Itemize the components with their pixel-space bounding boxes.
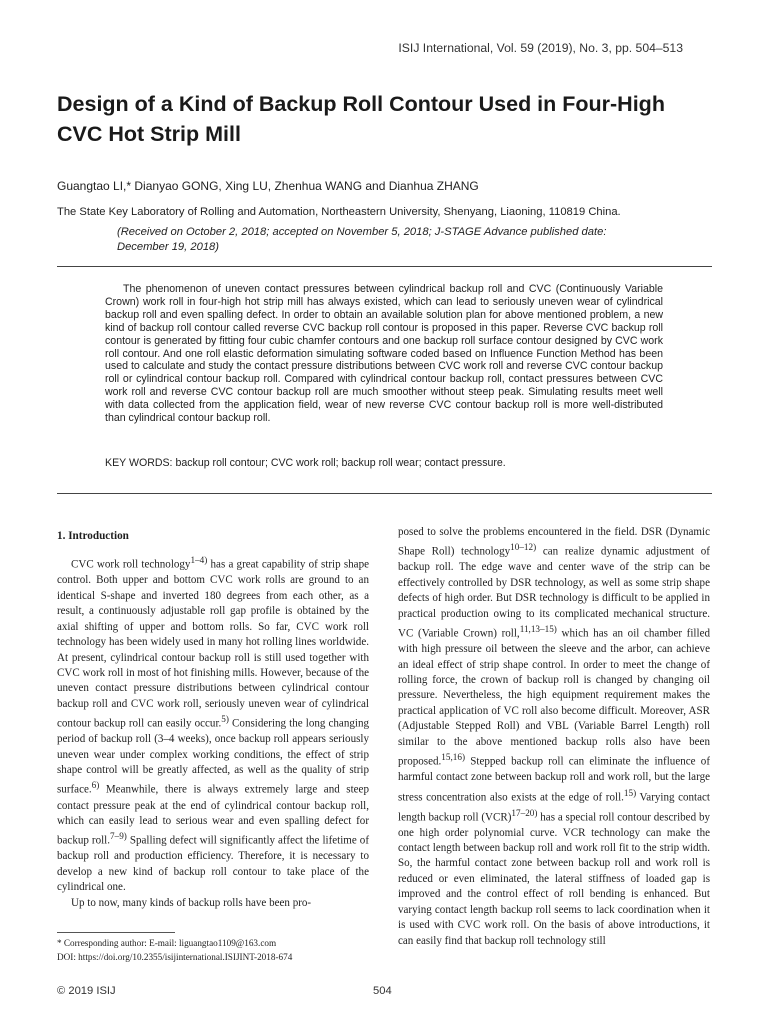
text-run: can realize dynamic adjustment of backup roll. The edge wave and center wave of the strip can be effectively controlled by DSR technology, as well as some strip shape defects of high order. But DSR technology is difficult to be applied in practical production owing to its complicated mechanical structure. VC (Variable Crown) roll,: [398, 546, 710, 640]
citation-ref: 1–4): [190, 555, 208, 566]
citation-ref: 5): [221, 714, 229, 725]
copyright: © 2019 ISIJ: [57, 985, 116, 997]
footnotes: [57, 937, 377, 964]
abstract-bottom-rule: [57, 493, 712, 494]
text-run: posed to solve the problems encountered in the field. DSR (Dynamic Shape Roll) technology: [398, 526, 710, 559]
paragraph: Up to now, many kinds of backup rolls have been pro-: [71, 896, 312, 909]
text-run: CVC work roll technology: [71, 559, 191, 572]
journal-reference: ISIJ International, Vol. 59 (2019), No. 3, pp. 504–513: [398, 41, 683, 55]
section-heading: 1. Introduction: [57, 530, 129, 542]
page-number: 504: [373, 985, 392, 997]
paragraph: [57, 553, 369, 895]
affiliation: The State Key Laboratory of Rolling and Automation, Northeastern University, Shenyang, Liaoning, 110819 China.: [57, 206, 621, 218]
citation-ref: 10–12): [510, 542, 537, 553]
text-run: has a special roll contour described by one high order polynomial curve. VCR technology can make the contact length between backup roll and work roll fit to the strip width. So, the harmful contact zone between backup roll and work roll is reduced or even eliminated, the lateral stiffness of loaded gap is improved and the control effect of roll bending is enhanced. But varying contact length backup roll seems to lack coordination when it is used with CVC work roll. On the basis of above introductions, it can easily find that backup roll technology still: [398, 811, 710, 947]
abstract: The phenomenon of uneven contact pressures between cylindrical backup roll and CVC (Continuously Variable Crown) work roll in four-high hot strip mill has always existed, which can lead to seriously uneven wear of cylindrical backup roll and even spalling defect. In order to obtain an available solution plan for above mentioned problem, a new kind of backup roll contour called reverse CVC backup roll contour is proposed in this paper. Reverse CVC backup roll contour is generated by fitting four cubic chamfer contours and one backup roll surface contour designed by CVC work roll contour. And one roll elastic deformation simulating software coded based on Influence Function Method has been used to calculate and study the contact pressure distributions between CVC work roll and reverse CVC contour backup roll or cylindrical contour backup roll. Compared with cylindrical contour backup roll, contact pressures between CVC work roll and reverse CVC contour backup roll are much smoother without steep peak. Simulating results meet well with data collected from the application field, wear of new reverse CVC contour backup roll is more well-distributed than cylindrical contour backup roll.: [105, 283, 663, 425]
text-run: has a great capability of strip shape control. Both upper and bottom CVC work rolls are ground to an identical S-shape and inverted 180 degrees from each other, as a result, a continuously adjustable roll gap profile is obtained by the axial shifting of upper and bottom rolls. So far, CVC work roll technology has been widely used in many hot rolling lines worldwide. At present, cylindrical contour backup roll is still used together with CVC work roll in most of hot finishing mills. However, because of the uneven contact pressure distributions between cylindrical contour backup roll and CVC work roll, seriously uneven wear of cylindrical contour backup roll can easily occur.: [57, 559, 369, 730]
text-run: which has an oil chamber filled with high pressure oil between the sleeve and the arbor, can achieve an ideal effect of strip shape control. In order to meet the change of rolling force, the crown of backup roll is changed by changing oil pressure. Nevertheless, the high equipment requirement makes the practical application of VC roll also become difficult. Moreover, ASR (Adjustable Stepped Roll) and VBL (Variable Barrel Length) roll similar to the above mentioned backup rolls also have been proposed.: [398, 627, 710, 768]
footnote-rule: [57, 932, 175, 933]
right-column: [398, 525, 710, 965]
text-run: Stepped backup roll can eliminate the influence of harmful contact zone between backup roll and work roll, but the large stress concentration also exists at the edge of roll.: [398, 755, 710, 804]
paper-title: Design of a Kind of Backup Roll Contour Used in Four-High CVC Hot Strip Mill: [57, 92, 665, 146]
paragraph: [398, 525, 710, 949]
keywords: KEY WORDS: backup roll contour; CVC work roll; backup roll wear; contact pressure.: [105, 457, 506, 469]
citation-ref: 7–9): [110, 831, 127, 842]
doi-note: DOI: https://doi.org/10.2355/isijinternational.ISIJINT-2018-674: [57, 951, 293, 962]
left-column: [57, 523, 369, 911]
citation-ref: 11,13–15): [519, 624, 557, 635]
text-run: Meanwhile, there is always extremely large and steep contact pressure peak at the end of cylindrical contour backup roll, which can easily lead to serious wear and even spalling defect for backup roll.: [57, 784, 369, 847]
text-run: Considering the long changing period of backup roll (3–4 weeks), once backup roll appears seriously uneven wear under complex working conditions, the effect of strip shape control will be greatly affected, as well as the quality of strip surface.: [57, 717, 370, 797]
abstract-top-rule: [57, 266, 712, 267]
corresponding-author-note: * Corresponding author: E-mail: liguangtao1109@163.com: [57, 938, 277, 948]
citation-ref: 17–20): [511, 807, 538, 818]
citation-ref: 6): [91, 780, 100, 791]
received-dates: (Received on October 2, 2018; accepted on November 5, 2018; J-STAGE Advance published date: December 19, 2018): [117, 226, 607, 253]
citation-ref: 15,16): [441, 752, 465, 763]
author-list: Guangtao LI,* Dianyao GONG, Xing LU, Zhenhua WANG and Dianhua ZHANG: [57, 179, 479, 193]
text-run: Varying contact length backup roll (VCR): [398, 791, 710, 824]
text-run: Spalling defect will significantly affect the lifetime of backup roll and production efficiency. Therefore, it is necessary to develop a new kind of backup roll contour to take place of the cylindrical one.: [57, 835, 370, 894]
citation-ref: 15): [623, 787, 637, 798]
